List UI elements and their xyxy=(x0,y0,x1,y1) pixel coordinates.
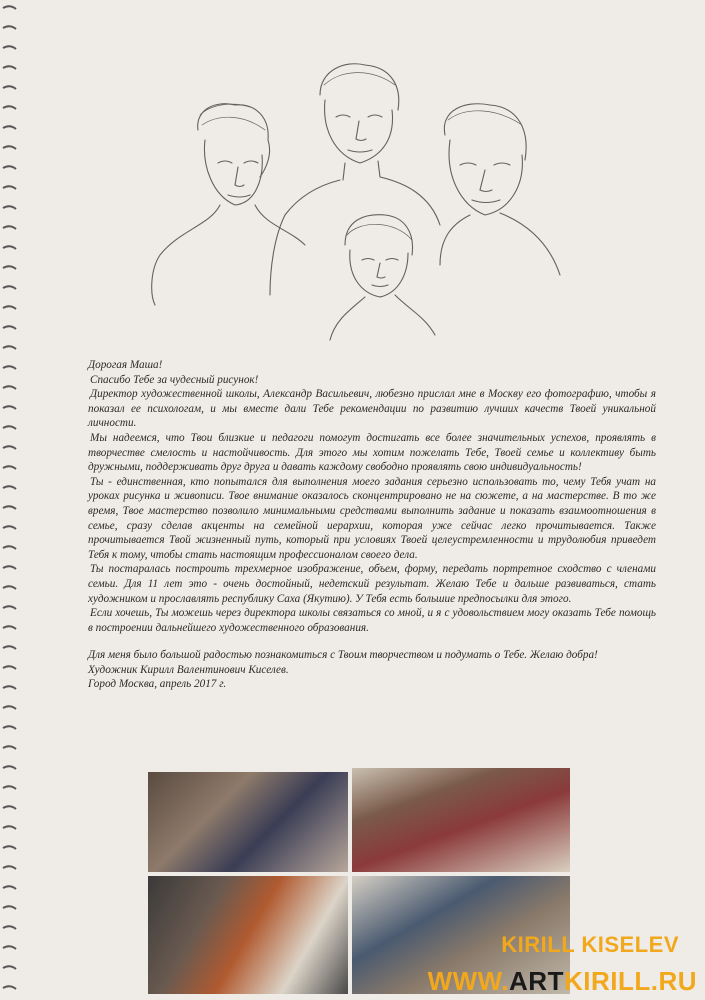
spiral-ring xyxy=(3,286,16,289)
spiral-ring xyxy=(3,26,16,29)
spiral-binding xyxy=(0,0,20,1000)
family-portrait-sketch xyxy=(140,55,580,345)
spiral-ring xyxy=(3,246,16,249)
watermark-kirill: KIRILL xyxy=(563,966,651,996)
photo-classroom-1 xyxy=(352,768,570,872)
spiral-ring xyxy=(3,406,16,409)
letter-body xyxy=(88,358,656,692)
letter-paragraph: Мы надеемся, что Твои близкие и педагоги помогут достигать все более значительных успехов, проявлять в творчестве смелость и настойчивость. Для этого мы хотим пожелать Тебе, Твоей семье и коллективу быть дружными, поддерживать друг друга и давать каждому свободно проявлять свою индивидуальность! xyxy=(88,431,656,474)
sketch-figure-woman xyxy=(152,104,305,305)
spiral-ring xyxy=(3,446,16,449)
spiral-ring xyxy=(3,746,16,749)
letter-greeting: Дорогая Маша! xyxy=(88,359,163,371)
spiral-ring xyxy=(3,66,16,69)
spiral-ring xyxy=(3,826,16,829)
spiral-ring xyxy=(3,86,16,89)
spiral-ring xyxy=(3,466,16,469)
spiral-ring xyxy=(3,846,16,849)
spiral-ring xyxy=(3,766,16,769)
spiral-ring xyxy=(3,386,16,389)
spiral-ring xyxy=(3,306,16,309)
spiral-ring xyxy=(3,46,16,49)
spiral-ring xyxy=(3,606,16,609)
spiral-ring xyxy=(3,106,16,109)
sketch-figure-young-man xyxy=(270,64,440,295)
spiral-ring xyxy=(3,966,16,969)
spiral-ring xyxy=(3,346,16,349)
spiral-ring xyxy=(3,226,16,229)
spiral-ring xyxy=(3,946,16,949)
spiral-ring xyxy=(3,366,16,369)
sketch-figure-child xyxy=(330,215,435,340)
photo-workshop-2 xyxy=(148,876,348,994)
sketch-figure-older-man xyxy=(440,104,560,275)
spiral-ring xyxy=(3,646,16,649)
spiral-ring xyxy=(3,326,16,329)
spiral-ring xyxy=(3,6,16,9)
letter-paragraph: Директор художественной школы, Александр Васильевич, любезно прислал мне в Москву его фотографию, чтобы я показал ее психологам, и мы вместе дали Тебе рекомендации по развитию лучших качеств Твоей уникальной личности. xyxy=(88,388,656,430)
spiral-ring xyxy=(3,686,16,689)
spiral-ring xyxy=(3,806,16,809)
spiral-ring xyxy=(3,166,16,169)
spiral-ring xyxy=(3,666,16,669)
letter-paragraph: Ты - единственная, кто попытался для выполнения моего задания серьезно использовать то, чему Тебя учат на уроках рисунка и живописи. Твое внимание оказалось сконцентрировано не на сюжете, а на мастерстве. В то же время, Твое мастерство позволило минимальными средствами выполнить задание и показать взаимоотношения в семье, сразу сделав акценты на семейной иерархии, которая уже сейчас легко прочитывается. Также прочитывается Твой жизненный путь, который при условиях Твоей целеустремленности и трудолюбия приведет Тебя к тому, чтобы стать настоящим профессионалом своего дела. xyxy=(88,475,656,561)
spiral-ring xyxy=(3,126,16,129)
spiral-ring xyxy=(3,926,16,929)
spiral-ring xyxy=(3,626,16,629)
spiral-ring xyxy=(3,506,16,509)
letter-thanks: Спасибо Тебе за чудесный рисунок! xyxy=(90,373,259,386)
letter-signature: Художник Кирилл Валентинович Киселев. xyxy=(88,663,289,676)
spiral-ring xyxy=(3,566,16,569)
spiral-ring xyxy=(3,866,16,869)
spiral-ring xyxy=(3,526,16,529)
spiral-ring xyxy=(3,886,16,889)
watermark-url xyxy=(428,966,697,997)
spiral-ring xyxy=(3,146,16,149)
spiral-ring xyxy=(3,726,16,729)
letter-closing: Для меня было большой радостью познакомиться с Твоим творчеством и подумать о Тебе. Желаю добра! xyxy=(88,649,598,662)
letter-place-date: Город Москва, апрель 2017 г. xyxy=(88,678,227,691)
watermark-www: WWW. xyxy=(427,966,510,996)
spiral-ring xyxy=(3,586,16,589)
photo-workshop-1 xyxy=(148,772,348,872)
letter-paragraph: Если хочешь, Ты можешь через директора школы связаться со мной, и я с удовольствием могу оказать Тебе помощь в построении дальнейшего художественного образования. xyxy=(88,607,656,634)
spiral-ring xyxy=(3,546,16,549)
spiral-ring xyxy=(3,426,16,429)
spiral-ring xyxy=(3,186,16,189)
spiral-ring xyxy=(3,986,16,989)
spiral-ring xyxy=(3,266,16,269)
watermark-art: ART xyxy=(509,966,564,996)
spiral-ring xyxy=(3,706,16,709)
spiral-ring xyxy=(3,206,16,209)
letter-paragraph: Ты постаралась построить трехмерное изображение, объем, форму, передать портретное сходство с членами семьи. Для 11 лет это - очень достойный, недетский результат. Желаю Тебе и дальше развиваться, стать художником и прославлять республику Саха (Якутию). У Тебя есть большие предпосылки для этого. xyxy=(88,563,656,605)
spiral-ring xyxy=(3,906,16,909)
watermark-ru: .RU xyxy=(650,966,697,996)
watermark-name: KIRILL KISELEV xyxy=(501,932,679,957)
spiral-ring xyxy=(3,786,16,789)
spiral-ring xyxy=(3,486,16,489)
